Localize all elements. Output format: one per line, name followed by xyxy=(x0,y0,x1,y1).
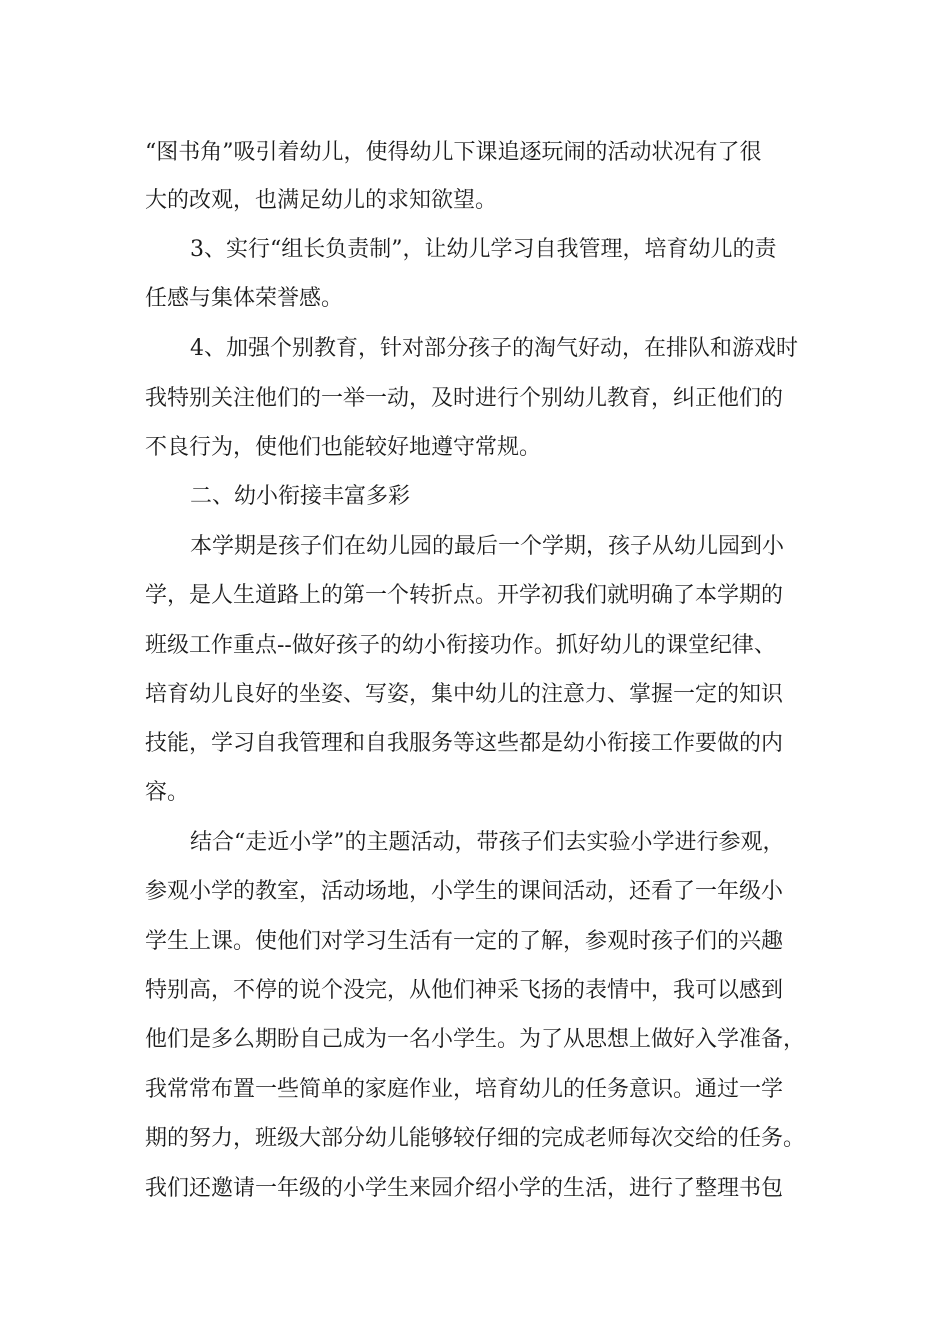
text-line: 容。 xyxy=(145,780,190,805)
text-line: 他们是多么期盼自己成为一名小学生。为了从思想上做好入学准备， xyxy=(145,1027,806,1052)
text-line: 班级工作重点--做好孩子的幼小衔接功作。抓好幼儿的课堂纪律、 xyxy=(145,633,776,658)
text-line: 特别高，不停的说个没完，从他们神采飞扬的表情中，我可以感到 xyxy=(145,978,784,1003)
text-line: 本学期是孩子们在幼儿园的最后一个学期，孩子从幼儿园到小 xyxy=(190,534,785,559)
text-line: 学生上课。使他们对学习生活有一定的了解，参观时孩子们的兴趣 xyxy=(145,929,784,954)
section-heading: 二、幼小衔接丰富多彩 xyxy=(190,484,411,509)
text-line: 3、实行“组长负责制”，让幼儿学习自我管理，培育幼儿的责 xyxy=(190,237,777,262)
text-line: 任感与集体荣誉感。 xyxy=(145,286,344,311)
text-line: 不良行为，使他们也能较好地遵守常规。 xyxy=(145,435,542,460)
text-line: 大的改观，也满足幼儿的求知欲望。 xyxy=(145,188,498,213)
text-line: 参观小学的教室，活动场地，小学生的课间活动，还看了一年级小 xyxy=(145,879,784,904)
text-line: “图书角”吸引着幼儿，使得幼儿下课追逐玩闹的活动状况有了很 xyxy=(145,140,762,165)
text-line: 我常常布置一些简单的家庭作业，培育幼儿的任务意识。通过一学 xyxy=(145,1077,784,1102)
text-line: 培育幼儿良好的坐姿、写姿，集中幼儿的注意力、掌握一定的知识 xyxy=(145,682,784,707)
text-line: 技能，学习自我管理和自我服务等这些都是幼小衔接工作要做的内 xyxy=(145,731,784,756)
text-line: 学，是人生道路上的第一个转折点。开学初我们就明确了本学期的 xyxy=(145,583,784,608)
text-line: 我特别关注他们的一举一动，及时进行个别幼儿教育，纠正他们的 xyxy=(145,386,784,411)
text-line: 4、加强个别教育，针对部分孩子的淘气好动，在排队和游戏时 xyxy=(190,336,798,361)
text-line: 结合“走近小学”的主题活动，带孩子们去实验小学进行参观， xyxy=(190,830,785,855)
text-line: 期的努力，班级大部分幼儿能够较仔细的完成老师每次交给的任务。 xyxy=(145,1126,806,1151)
text-line: 我们还邀请一年级的小学生来园介绍小学的生活，进行了整理书包 xyxy=(145,1176,784,1201)
